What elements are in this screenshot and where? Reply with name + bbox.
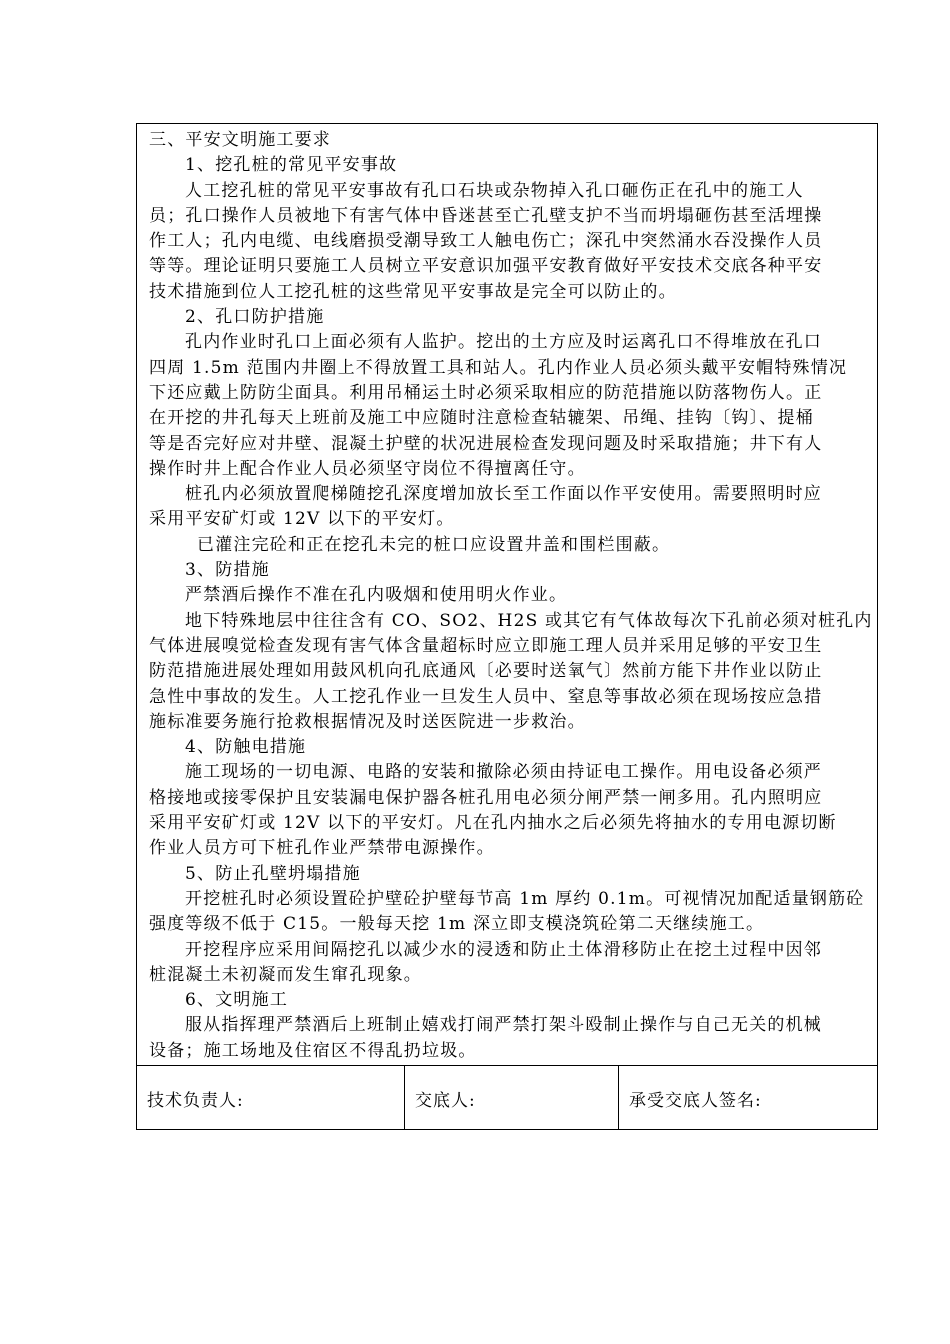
technical-lead-signature-cell: 技术负责人: bbox=[137, 1066, 405, 1129]
text-line: 采用平安矿灯或 12V 以下的平安灯。凡在孔内抽水之后必须先将抽水的专用电源切断 bbox=[149, 813, 837, 834]
text-line: 2、孔口防护措施 bbox=[185, 307, 325, 328]
text-line: 强度等级不低于 C15。一般每天挖 1m 深立即支模浇筑砼第二天继续施工。 bbox=[149, 914, 765, 935]
briefing-content bbox=[137, 124, 877, 1066]
text-line: 在开挖的井孔每天上班前及施工中应随时注意检查轱辘架、吊绳、挂钩〔钩〕、提桶 bbox=[149, 408, 814, 429]
text-line: 作业人员方可下桩孔作业严禁带电源操作。 bbox=[149, 838, 495, 859]
text-line: 5、防止孔壁坍塌措施 bbox=[185, 863, 361, 884]
text-line: 施工现场的一切电源、电路的安装和撤除必须由持证电工操作。用电设备必须严 bbox=[185, 762, 822, 783]
text-line: 孔内作业时孔口上面必须有人监护。挖出的土方应及时运离孔口不得堆放在孔口 bbox=[185, 332, 822, 353]
text-line: 操作时井上配合作业人员必须坚守岗位不得擅离任守。 bbox=[149, 458, 586, 479]
text-line: 开挖桩孔时必须设置砼护壁砼护壁每节高 1m 厚约 0.1m。可视情况加配适量钢筋砼 bbox=[185, 888, 865, 909]
text-line: 等等。理论证明只要施工人员树立平安意识加强平安教育做好平安技术交底各种平安 bbox=[149, 256, 823, 277]
text-line: 4、防触电措施 bbox=[185, 737, 307, 758]
signature-row bbox=[137, 1066, 877, 1129]
text-line: 防范措施进展处理如用鼓风机向孔底通风〔必要时送氧气〕然前方能下井作业以防止 bbox=[149, 661, 823, 682]
recipient-signature-cell: 承受交底人签名: bbox=[629, 1091, 762, 1111]
text-line: 采用平安矿灯或 12V 以下的平安灯。 bbox=[149, 509, 455, 530]
text-line: 地下特殊地层中往往含有 CO、SO2、H2S 或其它有气体故每次下孔前必须对桩孔内 bbox=[185, 610, 873, 631]
text-line: 四周 1.5m 范围内井圈上不得放置工具和站人。孔内作业人员必须头戴平安帽特殊情况 bbox=[149, 357, 848, 378]
text-line: 三、平安文明施工要求 bbox=[149, 130, 331, 150]
text-line: 设备；施工场地及住宿区不得乱扔垃圾。 bbox=[149, 1040, 477, 1061]
text-line: 服从指挥理严禁酒后上班制止嬉戏打闹严禁打架斗殴制止操作与自己无关的机械 bbox=[185, 1015, 822, 1036]
text-line: 桩混凝土未初凝而发生窜孔现象。 bbox=[149, 964, 422, 985]
text-line: 严禁酒后操作不准在孔内吸烟和使用明火作业。 bbox=[185, 585, 568, 606]
text-line: 气体进展嗅觉检查发现有害气体含量超标时应立即施工理人员并采用足够的平安卫生 bbox=[149, 635, 823, 656]
text-line: 人工挖孔桩的常见平安事故有孔口石块或杂物掉入孔口砸伤正在孔中的施工人 bbox=[185, 180, 804, 201]
text-line: 技术措施到位人工挖孔桩的这些常见平安事故是完全可以防止的。 bbox=[149, 281, 677, 302]
briefing-form bbox=[136, 123, 878, 1130]
text-line: 员；孔口操作人员被地下有害气体中昏迷甚至亡孔壁支护不当而坍塌砸伤甚至活埋操 bbox=[149, 205, 823, 226]
text-line: 格接地或接零保护且安装漏电保护器各桩孔用电必须分闸严禁一闸多用。孔内照明应 bbox=[149, 787, 823, 808]
text-line: 开挖程序应采用间隔挖孔以减少水的浸透和防止土体滑移防止在挖土过程中因邻 bbox=[185, 939, 822, 960]
text-line: 等是否完好应对井壁、混凝土护壁的状况进展检查发现问题及时采取措施；井下有人 bbox=[149, 433, 823, 454]
text-line: 下还应戴上防防尘面具。利用吊桶运土时必须采取相应的防范措施以防落物伤人。正 bbox=[149, 382, 823, 403]
text-line: 急性中事故的发生。人工挖孔作业一旦发生人员中、窒息等事故必须在现场按应急措 bbox=[149, 686, 823, 707]
text-line: 已灌注完砼和正在挖孔未完的桩口应设置井盖和围栏围蔽。 bbox=[197, 534, 671, 555]
text-line: 施标准要务施行抢救根据情况及时送医院进一步救治。 bbox=[149, 711, 586, 732]
text-line: 6、文明施工 bbox=[185, 990, 289, 1011]
text-line: 1、挖孔桩的常见平安事故 bbox=[185, 155, 398, 176]
text-line: 桩孔内必须放置爬梯随挖孔深度增加放长至工作面以作平安使用。需要照明时应 bbox=[185, 484, 822, 505]
text-line: 作工人；孔内电缆、电线磨损受潮导致工人触电伤亡；深孔中突然涌水吞没操作人员 bbox=[149, 231, 823, 252]
briefer-signature-cell: 交底人: bbox=[405, 1066, 619, 1129]
text-line: 3、防措施 bbox=[185, 560, 270, 581]
